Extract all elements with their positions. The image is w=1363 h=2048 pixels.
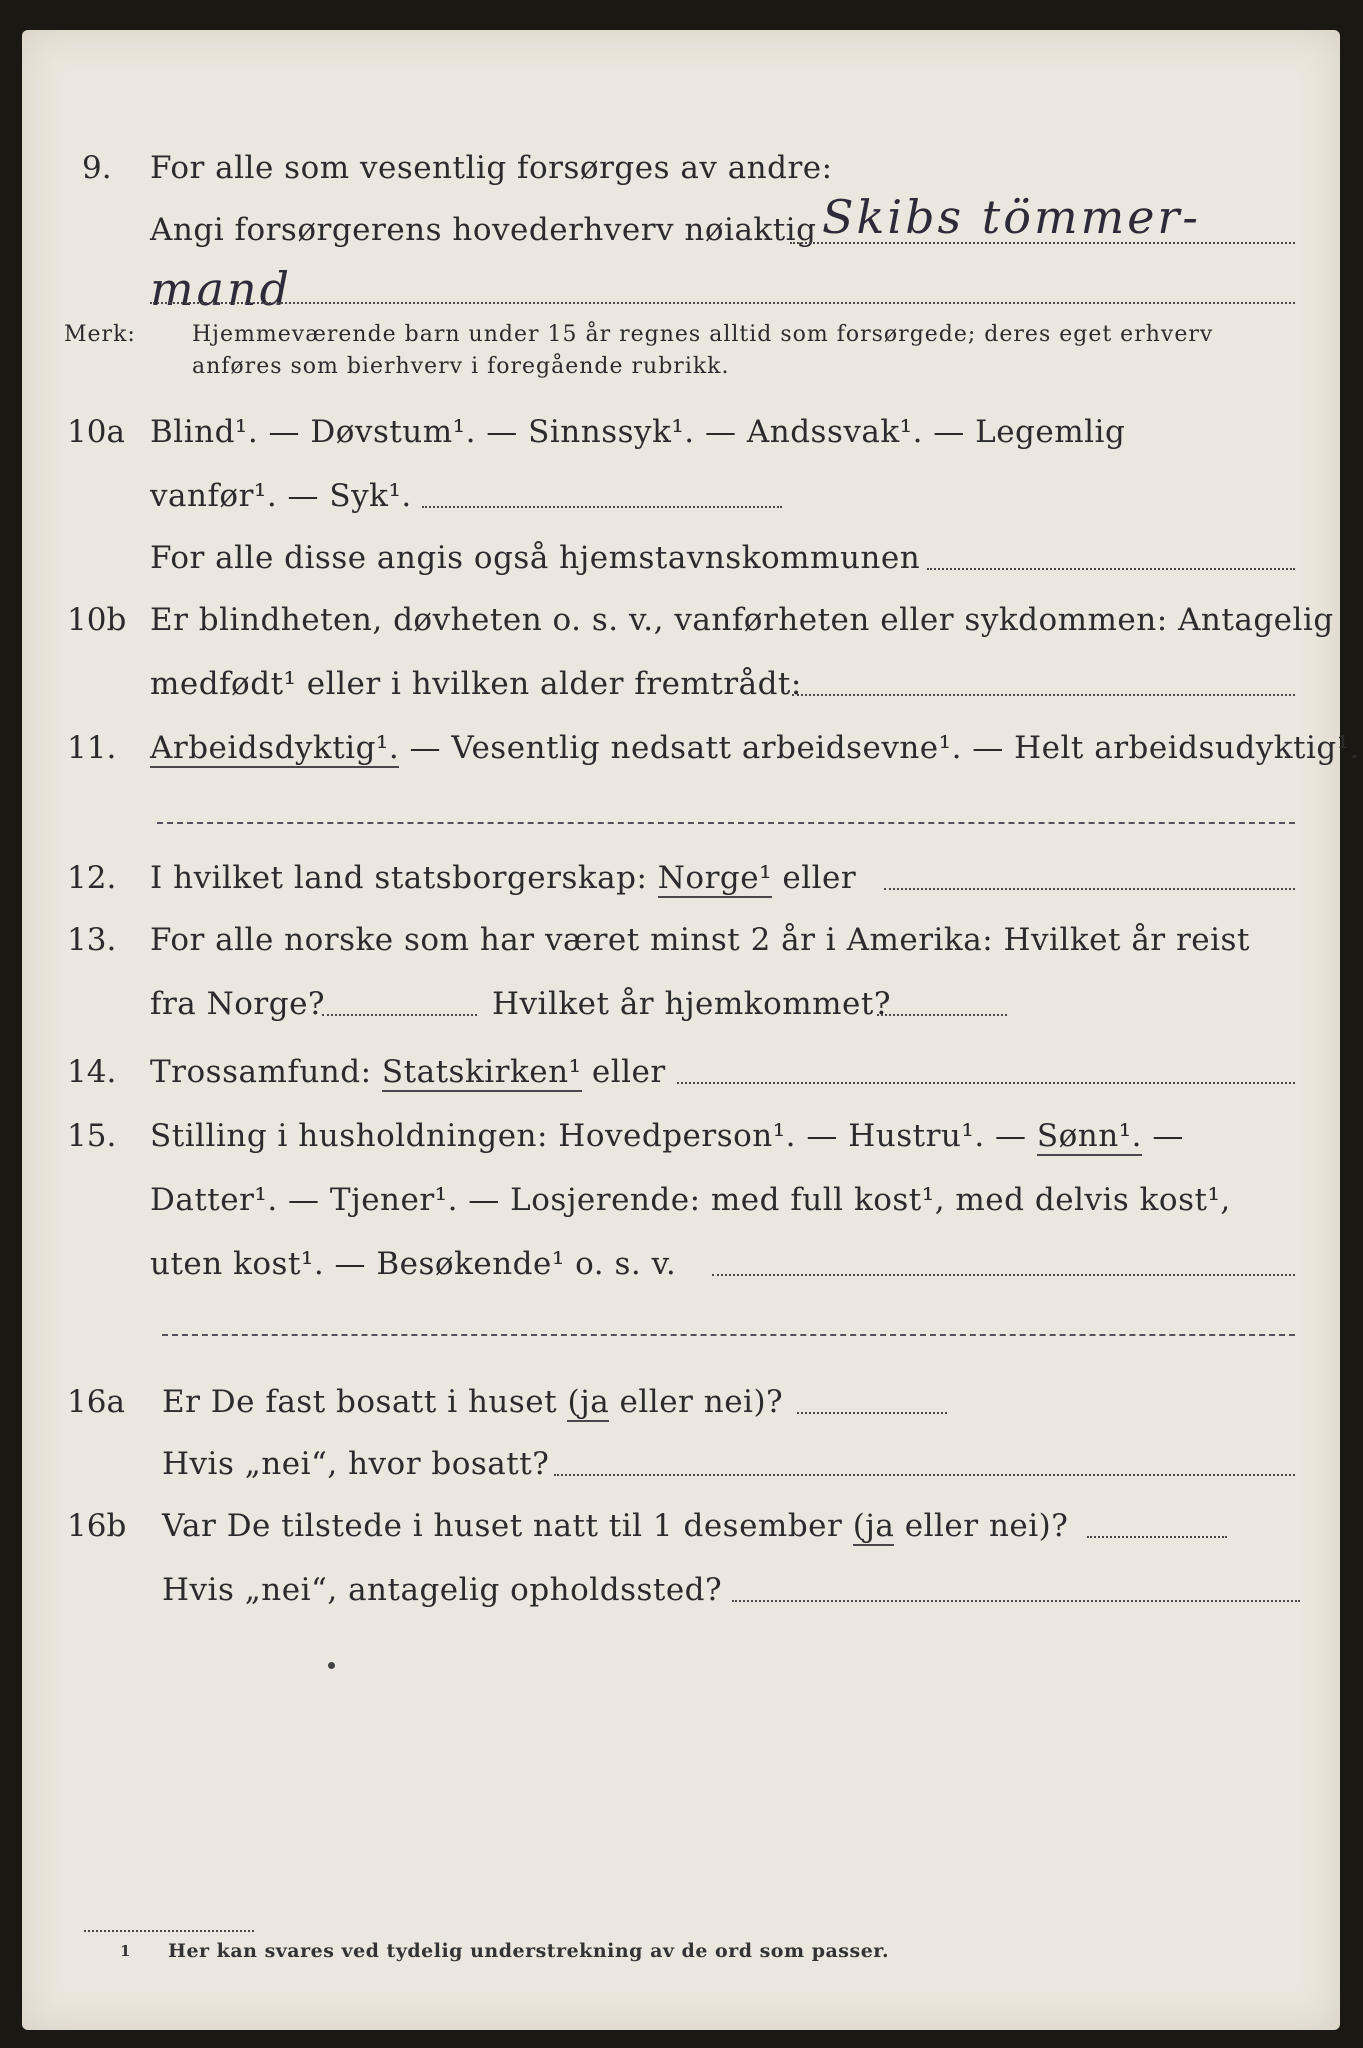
q16b-opholdssted-line bbox=[732, 1600, 1300, 1602]
q10a-line1: Blind¹. — Døvstum¹. — Sinnssyk¹. — Andssvak¹. — Legemlig bbox=[150, 414, 1126, 450]
footnote-text: Her kan svares ved tydelig understrekning av de ord som passer. bbox=[168, 1940, 890, 1962]
q16b-line1a: Var De tilstede i huset natt til 1 desember bbox=[162, 1508, 843, 1544]
q14-number: 14. bbox=[67, 1054, 117, 1090]
merk-label: Merk: bbox=[64, 322, 136, 347]
q9-line1: For alle som vesentlig forsørges av andre: bbox=[150, 150, 833, 186]
footnote-rule bbox=[84, 1930, 254, 1932]
q9-line2: Angi forsørgerens hovederhverv nøiaktig bbox=[150, 212, 817, 248]
q11-text bbox=[150, 728, 1360, 768]
q14-rest: eller bbox=[581, 1054, 666, 1090]
q14-answer-line bbox=[677, 1082, 1295, 1084]
ink-dot bbox=[328, 1662, 335, 1669]
q15-line1b: — bbox=[1142, 1118, 1184, 1154]
census-form-page bbox=[22, 30, 1361, 2030]
q13-line2a: fra Norge? bbox=[150, 986, 326, 1022]
q9-answer-line-2 bbox=[150, 302, 1295, 304]
q10a-answer-line bbox=[422, 506, 782, 508]
q12-text bbox=[150, 858, 856, 898]
q10b-number: 10b bbox=[67, 602, 127, 638]
q13-reist-line bbox=[322, 1014, 477, 1016]
q9-handwritten-answer-1: Skibs tömmer- bbox=[822, 190, 1201, 244]
q10a-hjemstavn-line bbox=[927, 568, 1295, 570]
q10b-line2: medfødt¹ eller i hvilken alder fremtrådt: bbox=[150, 666, 802, 702]
q11-rest: — Vesentlig nedsatt arbeidsevne¹. — Helt arbeidsudyktig¹. bbox=[399, 730, 1361, 766]
q10a-line3: For alle disse angis også hjemstavnskommunen bbox=[150, 540, 921, 576]
q15-option-sonn: Sønn¹. bbox=[1036, 1118, 1143, 1154]
q15-answer-line-2 bbox=[162, 1334, 1295, 1336]
q10a-number: 10a bbox=[67, 414, 125, 450]
q14-label: Trossamfund: bbox=[150, 1054, 372, 1090]
q12-answer-line bbox=[884, 888, 1295, 890]
q16a-answer-line bbox=[797, 1412, 947, 1414]
q15-number: 15. bbox=[67, 1118, 117, 1154]
q13-number: 13. bbox=[67, 922, 117, 958]
q16b-number: 16b bbox=[67, 1508, 127, 1544]
q9-number: 9. bbox=[82, 150, 112, 186]
q12-label: I hvilket land statsborgerskap: bbox=[150, 860, 648, 896]
q12-option-norge: Norge¹ bbox=[657, 860, 773, 896]
q15-line3: uten kost¹. — Besøkende¹ o. s. v. bbox=[150, 1246, 677, 1282]
q16b-line1 bbox=[162, 1506, 1068, 1546]
merk-line2: anføres som bierhverv i foregående rubrikk. bbox=[192, 354, 730, 379]
q11-answer-line bbox=[157, 822, 1295, 824]
q14-text bbox=[150, 1052, 666, 1092]
q16b-option-ja: (ja bbox=[852, 1508, 895, 1544]
q16a-line2: Hvis „nei“, hvor bosatt? bbox=[162, 1446, 550, 1482]
q16b-line1b: eller nei)? bbox=[894, 1508, 1069, 1544]
q15-line2: Datter¹. — Tjener¹. — Losjerende: med full kost¹, med delvis kost¹, bbox=[150, 1182, 1231, 1218]
q16a-bosatt-line bbox=[554, 1474, 1295, 1476]
q10b-answer-line bbox=[792, 694, 1295, 696]
q9-answer-line bbox=[790, 242, 1295, 244]
q9-handwritten-answer-2: mand bbox=[150, 262, 293, 316]
q15-line1 bbox=[150, 1116, 1184, 1156]
q16a-option-ja: (ja bbox=[567, 1384, 610, 1420]
q11-option-arbeidsdyktig: Arbeidsdyktig¹. bbox=[150, 730, 400, 766]
q10b-line1: Er blindheten, døvheten o. s. v., vanførheten eller sykdommen: Antagelig bbox=[150, 602, 1334, 638]
q15-answer-line bbox=[712, 1274, 1295, 1276]
q15-line1a: Stilling i husholdningen: Hovedperson¹. — Hustru¹. — bbox=[150, 1118, 1027, 1154]
merk-line1: Hjemmeværende barn under 15 år regnes alltid som forsørgede; deres eget erhverv bbox=[192, 322, 1214, 347]
q12-number: 12. bbox=[67, 860, 117, 896]
q16b-answer-line bbox=[1087, 1536, 1227, 1538]
q16a-line1 bbox=[162, 1382, 783, 1422]
q16a-number: 16a bbox=[67, 1384, 125, 1420]
q14-option-statskirken: Statskirken¹ bbox=[381, 1054, 582, 1090]
q12-rest: eller bbox=[772, 860, 857, 896]
footnote-marker: 1 bbox=[120, 1942, 131, 1960]
q16b-line2: Hvis „nei“, antagelig opholdssted? bbox=[162, 1572, 723, 1608]
q10a-line2: vanfør¹. — Syk¹. bbox=[150, 478, 412, 514]
q11-number: 11. bbox=[67, 730, 117, 766]
q16a-line1a: Er De fast bosatt i huset bbox=[162, 1384, 558, 1420]
q13-line2b: Hvilket år hjemkommet? bbox=[492, 986, 891, 1022]
q16a-line1b: eller nei)? bbox=[609, 1384, 784, 1420]
q13-hjemkommet-line bbox=[877, 1014, 1007, 1016]
q13-line1: For alle norske som har været minst 2 år i Amerika: Hvilket år reist bbox=[150, 922, 1250, 958]
